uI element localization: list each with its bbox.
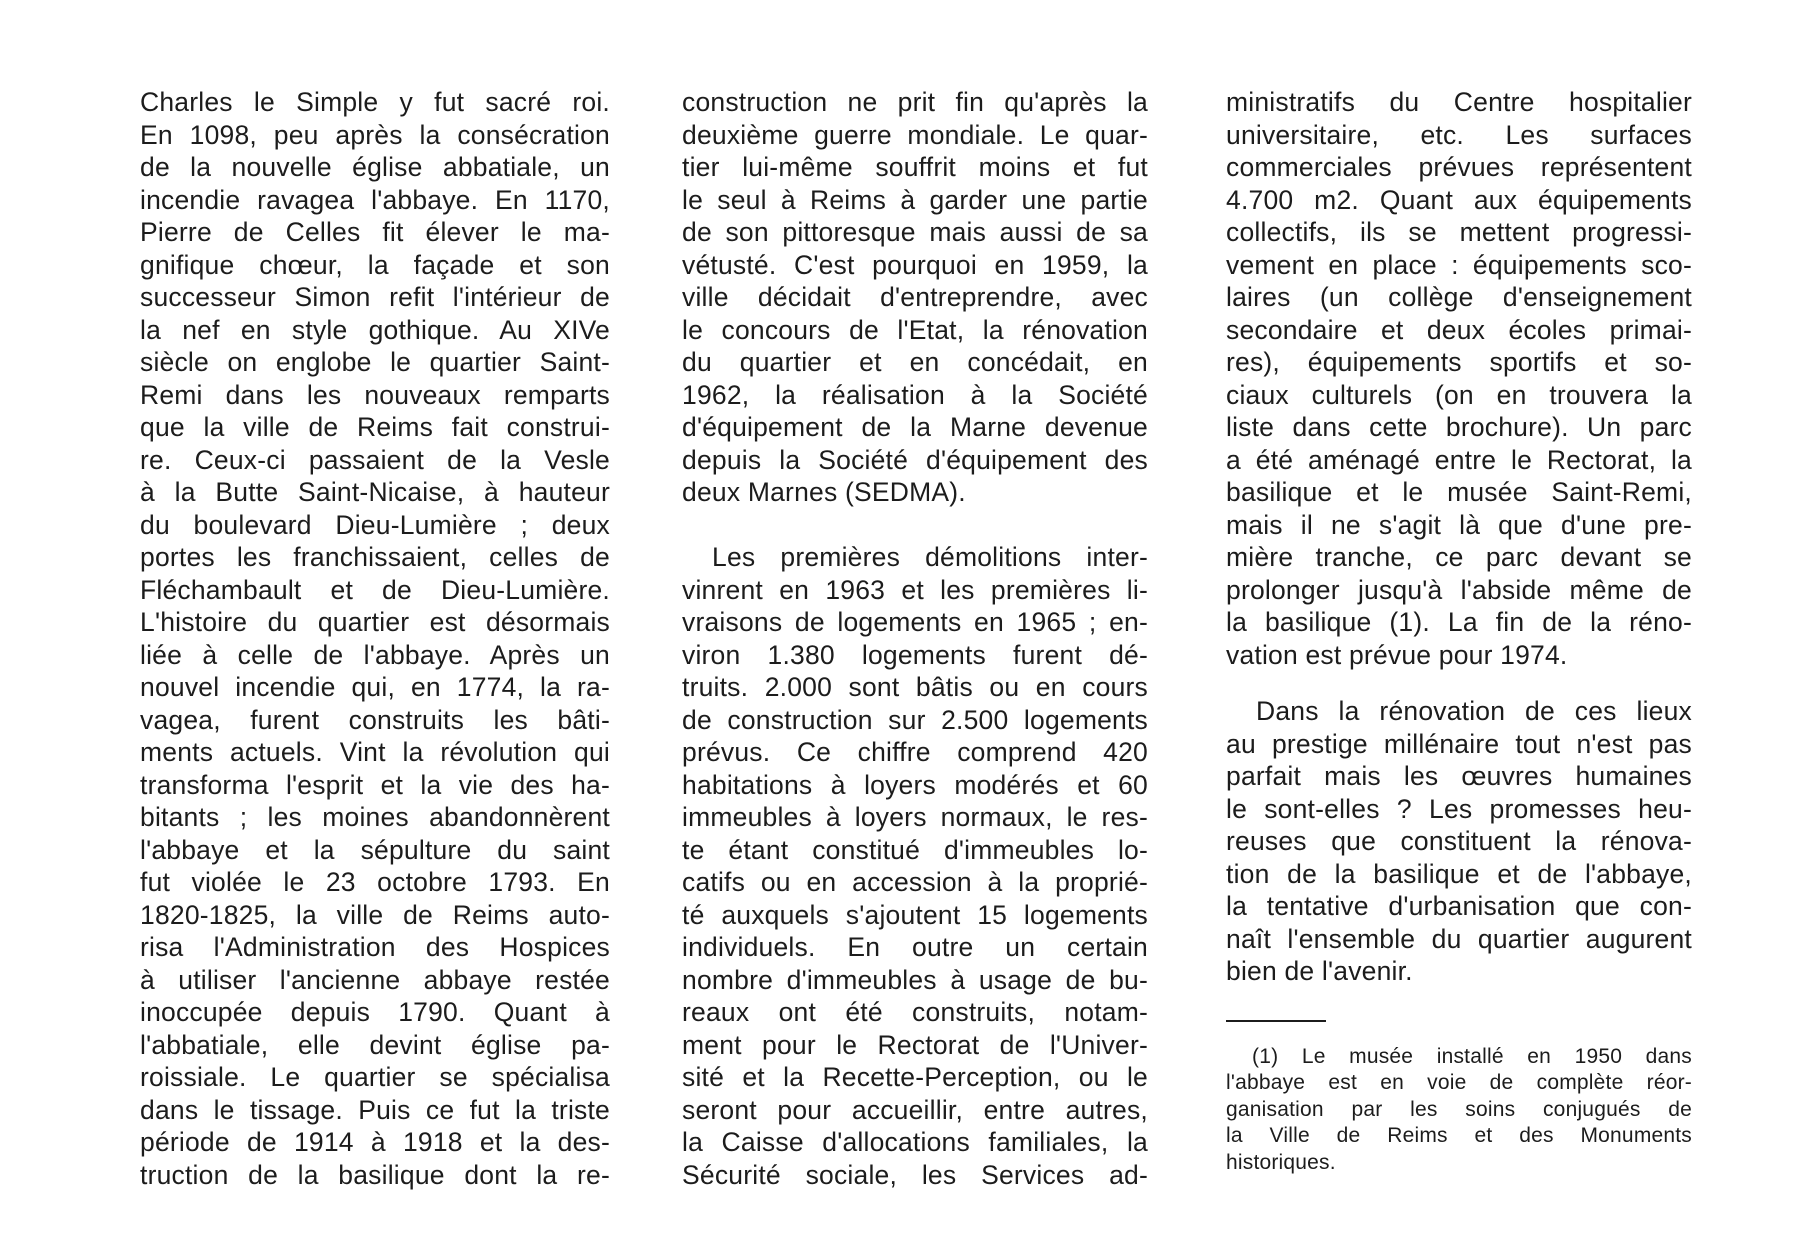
text-line: d'équipement de la Marne devenue [682, 412, 1148, 442]
text-line: viron 1.380 logements furent dé- [682, 639, 1148, 670]
text-line: vement en place : équipements sco- [1226, 249, 1692, 280]
text-line: ment pour le Rectorat de l'Univer- [682, 1029, 1148, 1060]
text-line: la tentative d'urbanisation que con- [1226, 891, 1692, 921]
text-line: prolonger jusqu'à l'abside même de [1226, 574, 1692, 605]
text-line: Dans la rénovation de ces lieux [1256, 696, 1692, 726]
text-line: fut violée le 23 octobre 1793. En [140, 867, 610, 897]
text-line: roissiale. Le quartier se spécialisa [140, 1062, 610, 1092]
text-line: Sécurité sociale, les Services ad- [682, 1159, 1148, 1190]
text-line: transforma l'esprit et la vie des ha- [140, 769, 610, 800]
text-line: ville décidait d'entreprendre, avec [682, 282, 1148, 312]
text-line: inoccupée depuis 1790. Quant à [140, 997, 610, 1027]
text-line: habitations à loyers modérés et 60 [682, 769, 1148, 800]
text-line: au prestige millénaire tout n'est pas [1226, 728, 1692, 759]
text-line: construction ne prit fin qu'après la [682, 87, 1148, 117]
text-line: 1820-1825, la ville de Reims auto- [140, 899, 610, 930]
text-line: truction de la basilique dont la re- [140, 1159, 610, 1190]
text-line: successeur Simon refit l'intérieur de [140, 282, 610, 312]
text-line: L'histoire du quartier est désormais [140, 607, 610, 637]
text-line: naît l'ensemble du quartier augurent [1226, 923, 1692, 954]
text-line: individuels. En outre un certain [682, 932, 1148, 962]
text-line: période de 1914 à 1918 et la des- [140, 1127, 610, 1157]
text-line: truits. 2.000 sont bâtis ou en cours [682, 672, 1148, 702]
text-line: té auxquels s'ajoutent 15 logements [682, 899, 1148, 930]
text-line: mière tranche, ce parc devant se [1226, 542, 1692, 572]
text-line: basilique et le musée Saint-Remi, [1226, 477, 1692, 507]
text-line: res), équipements sportifs et so- [1226, 347, 1692, 377]
text-line: ciaux culturels (on en trouvera la [1226, 379, 1692, 410]
text-line: 4.700 m2. Quant aux équipements [1226, 184, 1692, 215]
text-line: reaux ont été construits, notam- [682, 997, 1148, 1027]
text-line: depuis la Société d'équipement des [682, 444, 1148, 475]
text-line: la basilique (1). La fin de la réno- [1226, 607, 1692, 637]
text-line: liée à celle de l'abbaye. Après un [140, 639, 610, 670]
paragraph [682, 541, 1148, 1191]
paragraph [1226, 695, 1692, 988]
text-line: gnifique chœur, la façade et son [140, 249, 610, 280]
text-line: de construction sur 2.500 logements [682, 704, 1148, 735]
text-line: 1962, la réalisation à la Société [682, 379, 1148, 410]
text-line: a été aménagé entre le Rectorat, la [1226, 444, 1692, 475]
text-line: liste dans cette brochure). Un parc [1226, 412, 1692, 442]
text-line: du quartier et en concédait, en [682, 347, 1148, 377]
footnote [1226, 1044, 1692, 1177]
text-line: l'abbatiale, elle devint église pa- [140, 1029, 610, 1060]
text-line: vétusté. C'est pourquoi en 1959, la [682, 249, 1148, 280]
text-line: collectifs, ils se mettent progressi- [1226, 217, 1692, 247]
text-line: sité et la Recette-Perception, ou le [682, 1062, 1148, 1092]
text-line: Les premières démolitions inter- [712, 542, 1148, 572]
text-line: laires (un collège d'enseignement [1226, 282, 1692, 312]
footnote-line: (1) Le musée installé en 1950 dans [1252, 1044, 1692, 1068]
text-line: mais il ne s'agit là que d'une pre- [1226, 509, 1692, 540]
text-line: Pierre de Celles fit élever le ma- [140, 217, 610, 247]
text-line: te étant constitué d'immeubles lo- [682, 834, 1148, 865]
paragraph-spacer [682, 509, 1148, 542]
text-line: portes les franchissaient, celles de [140, 542, 610, 572]
text-line: seront pour accueillir, entre autres, [682, 1094, 1148, 1125]
footnote-line: l'abbaye est en voie de complète réor- [1226, 1071, 1692, 1094]
text-line: dans le tissage. Puis ce fut la triste [140, 1094, 610, 1125]
text-line: à la Butte Saint-Nicaise, à hauteur [140, 477, 610, 507]
text-line: que la ville de Reims fait construi- [140, 412, 610, 442]
text-line: Fléchambault et de Dieu-Lumière. [140, 574, 610, 605]
text-line: le sont-elles ? Les promesses heu- [1226, 793, 1692, 824]
footnote-divider [1226, 1020, 1326, 1022]
text-column-3 [1226, 86, 1692, 1176]
text-line: re. Ceux-ci passaient de la Vesle [140, 444, 610, 475]
text-line: En 1098, peu après la consécration [140, 119, 610, 150]
text-line: vraisons de logements en 1965 ; en- [682, 607, 1148, 637]
text-line: secondaire et deux écoles primai- [1226, 314, 1692, 345]
text-line: incendie ravagea l'abbaye. En 1170, [140, 184, 610, 215]
footnote-line: historiques. [1226, 1150, 1336, 1174]
text-line: bien de l'avenir. [1226, 956, 1413, 986]
text-line: l'abbaye et la sépulture du saint [140, 834, 610, 865]
text-line: vation est prévue pour 1974. [1226, 639, 1568, 670]
paragraph [682, 86, 1148, 509]
text-line: ministratifs du Centre hospitalier [1226, 87, 1692, 117]
text-line: vagea, furent construits les bâti- [140, 704, 610, 735]
text-line: prévus. Ce chiffre comprend 420 [682, 737, 1148, 767]
text-line: nombre d'immeubles à usage de bu- [682, 964, 1148, 995]
footnote-line: la Ville de Reims et des Monuments [1226, 1124, 1692, 1147]
text-line: du boulevard Dieu-Lumière ; deux [140, 509, 610, 540]
text-line: la nef en style gothique. Au XIVe [140, 314, 610, 345]
paragraph [140, 86, 610, 1191]
text-line: vinrent en 1963 et les premières li- [682, 574, 1148, 605]
text-line: ments actuels. Vint la révolution qui [140, 737, 610, 767]
text-line: tion de la basilique et de l'abbaye, [1226, 858, 1692, 889]
text-line: tier lui-même souffrit moins et fut [682, 152, 1148, 182]
text-line: catifs ou en accession à la proprié- [682, 867, 1148, 897]
text-column-1 [140, 86, 610, 1191]
text-line: nouvel incendie qui, en 1774, la ra- [140, 672, 610, 702]
text-line: la Caisse d'allocations familiales, la [682, 1127, 1148, 1157]
text-line: commerciales prévues représentent [1226, 152, 1692, 182]
text-line: siècle on englobe le quartier Saint- [140, 347, 610, 377]
text-line: universitaire, etc. Les surfaces [1226, 119, 1692, 150]
text-line: le concours de l'Etat, la rénovation [682, 314, 1148, 345]
text-line: le seul à Reims à garder une partie [682, 184, 1148, 215]
paragraph [1226, 86, 1692, 671]
text-line: Remi dans les nouveaux remparts [140, 379, 610, 410]
text-line: à utiliser l'ancienne abbaye restée [140, 964, 610, 995]
text-line: Charles le Simple y fut sacré roi. [140, 87, 610, 117]
text-line: de la nouvelle église abbatiale, un [140, 152, 610, 182]
text-line: bitants ; les moines abandonnèrent [140, 802, 610, 832]
text-line: immeubles à loyers normaux, le res- [682, 802, 1148, 832]
text-line: deuxième guerre mondiale. Le quar- [682, 119, 1148, 150]
text-line: deux Marnes (SEDMA). [682, 477, 966, 507]
footnote-line: ganisation par les soins conjugués de [1226, 1097, 1692, 1121]
text-line: reuses que constituent la rénova- [1226, 826, 1692, 856]
text-column-2 [682, 86, 1148, 1191]
text-line: risa l'Administration des Hospices [140, 932, 610, 962]
text-line: de son pittoresque mais aussi de sa [682, 217, 1148, 247]
paragraph-spacer [1226, 671, 1692, 695]
text-line: parfait mais les œuvres humaines [1226, 761, 1692, 791]
